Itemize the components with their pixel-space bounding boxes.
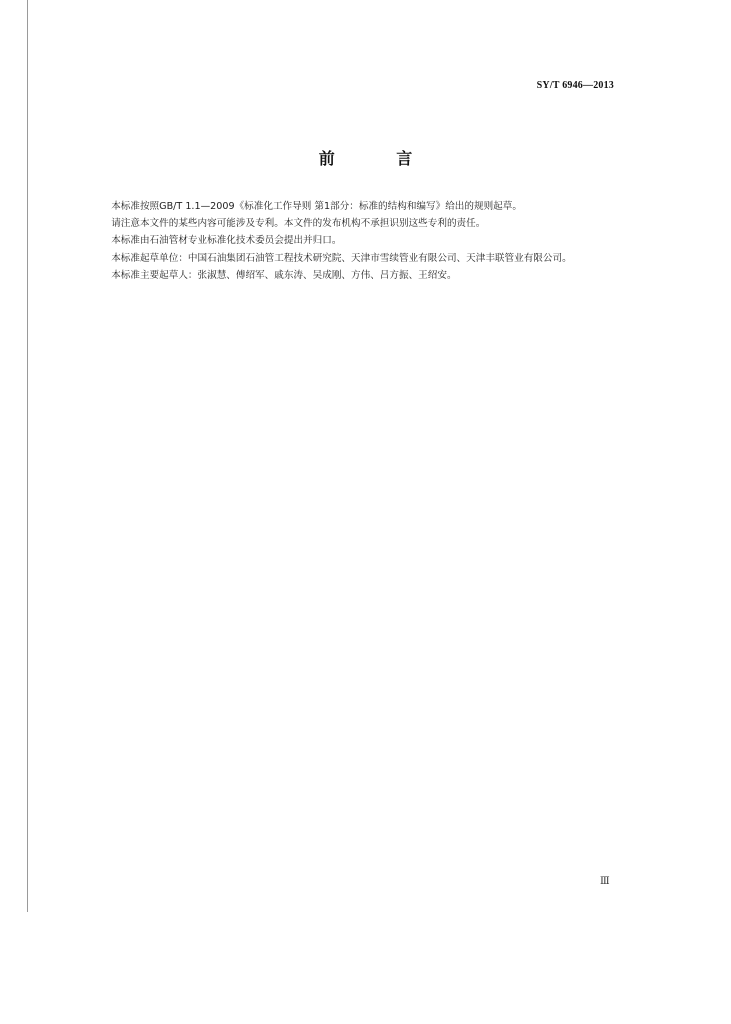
page-title: 前 言	[318, 149, 441, 168]
standard-code: SY/T 6946—2013	[536, 80, 614, 91]
paragraph-patent-notice: 请注意本文件的某些内容可能涉及专利。本文件的发布机构不承担识别这些专利的责任。	[111, 218, 486, 230]
paragraph-proposer: 本标准由石油管材专业标准化技术委员会提出并归口。	[111, 235, 342, 247]
paragraph-main-drafters: 本标准主要起草人：张淑慧、傅绍军、戚东涛、吴成刚、方伟、吕方振、王绍安。	[111, 269, 457, 281]
paragraph-drafting-units: 本标准起草单位：中国石油集团石油管工程技术研究院、天津市雪续管业有限公司、天津丰联管业有限公司。	[111, 252, 572, 264]
paragraph-drafting-rules: 本标准按照GB/T 1.1—2009《标准化工作导则 第1部分：标准的结构和编写》给出的规则起草。	[111, 201, 522, 212]
page-number: Ⅲ	[600, 876, 610, 887]
binding-edge-line	[27, 0, 28, 912]
foreword-body	[92, 198, 615, 284]
